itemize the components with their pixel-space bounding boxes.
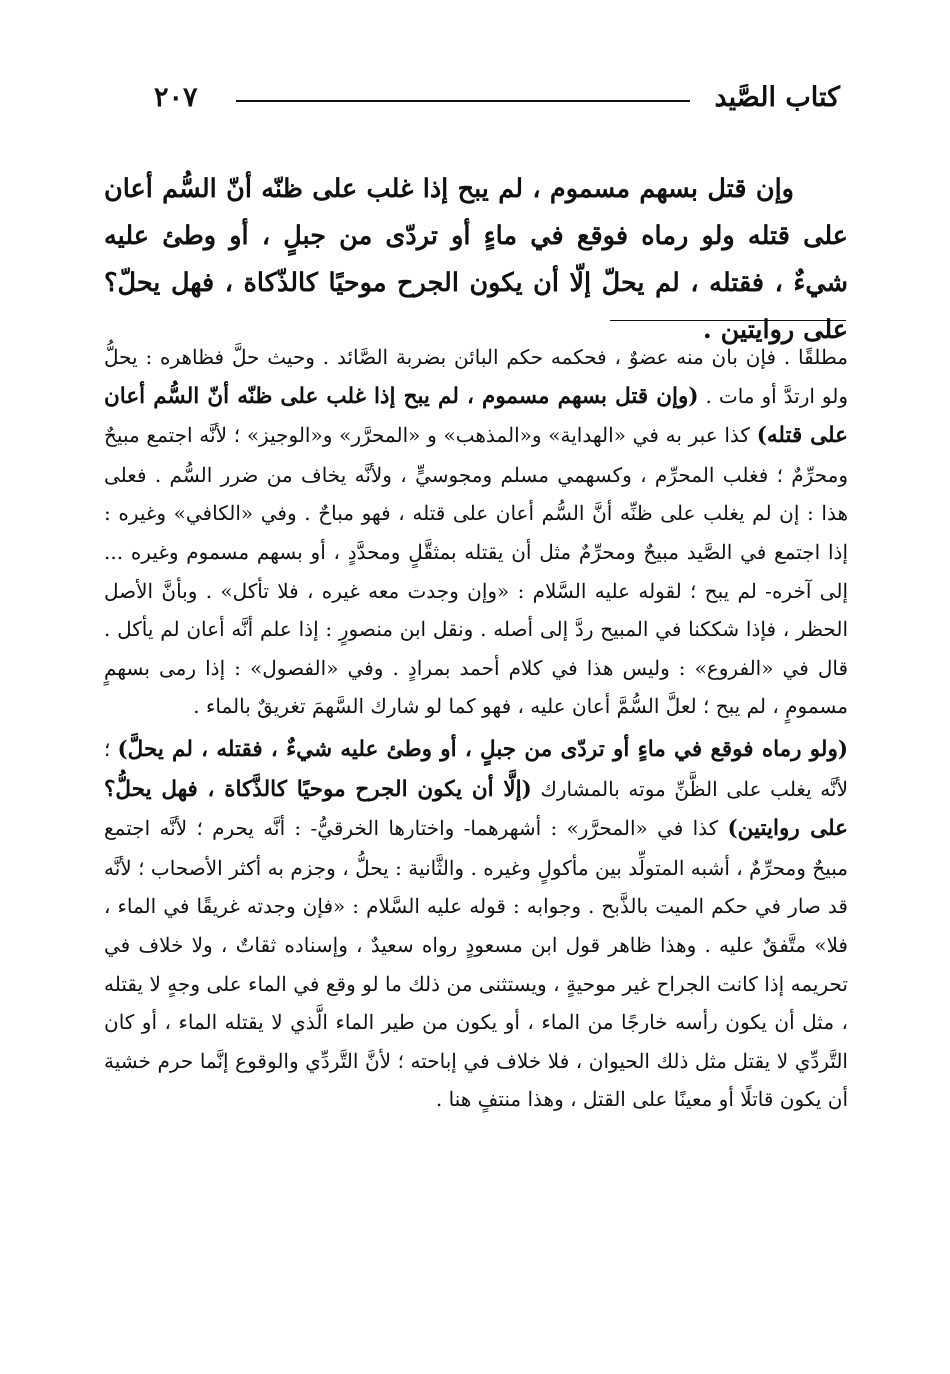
quoted-main-text: (إلَّا أن يكون الجرح موحيًا كالذَّكاة ، فهل يحلُّ؟ على روايتين) [104, 776, 848, 842]
commentary-text: كذا في «المحرَّر» : أشهرهما- واختارها الخرقيُّ- : أنَّه يحرم ؛ لأنَّه اجتمع مبيحٌ ومحرِّمٌ ، أشبه المتولِّد بين مأكولٍ وغيره . والثَّانية : يحلُّ ، وجزم به أكثر الأصحاب ؛ لأنَّه قد صار في حكم الميت بالذَّبح . وجوابه : قوله عليه السَّلام : «فإن وجدته غريقًا في الماء ، فلا» متَّفقٌ عليه . وهذا ظاهر قول ابن مسعودٍ رواه سعيدٌ ، وإسناده ثقاتٌ ، ولا خلاف في تحريمه إذا كانت الجراح غير موحيةٍ ، ويستثنى من ذلك ما لو وقع في الماء على وجهٍ لا يقتله ، مثل أن يكون رأسه خارجًا من الماء ، أو يكون من طير الماء الَّذي لا يقتله الماء ، أو كان التَّردِّي لا يقتل مثل ذلك الحيوان ، فلا خلاف في إباحته ؛ لأنَّ التَّردِّي والوقوع إنَّما حرم خشية أن يكون قاتلًا أو معينًا على القتل ، وهذا منتفٍ هنا . [104, 816, 848, 1112]
commentary-text: كذا عبر به في «الهداية» و«المذهب» و «المحرَّر» و«الوجيز» ؛ لأنَّه اجتمع مبيحٌ ومحرِّمٌ ؛ فغلب المحرِّم ، وكسهمي مسلم ومجوسيٍّ ، ولأنَّه يخاف من ضرر السُّم . فعلى هذا : إن لم يغلب على ظنِّه أنَّ السُّم أعان على قتله ، فهو مباحٌ . وفي «الكافي» وغيره : إذا اجتمع في الصَّيد مبيحٌ ومحرِّمٌ مثل أن يقتله بمثقَّلٍ ومحدَّدٍ ، أو بسهم مسموم وغيره ... إلى آخره- لم يبح ؛ لقوله عليه السَّلام : «وإن وجدت معه غيره ، فلا تأكل» . وبأنَّ الأصل الحظر ، فإذا شككنا في المبيح ردَّ إلى أصله . ونقل ابن منصورٍ : إذا علم أنَّه أعان لم يأكل . قال في «الفروع» : وليس هذا في كلام أحمد بمرادٍ . وفي «الفصول» : إذا رمى بسهمٍ مسمومٍ ، لم يبح ؛ لعلَّ السُّمَّ أعان عليه ، فهو كما لو شارك السَّهمَ تغريقٌ بالماء . [104, 423, 848, 719]
footnote-separator [610, 320, 846, 321]
page-header [140, 78, 840, 122]
book-title: كتاب الصَّيد [714, 82, 840, 113]
commentary-paragraph-1 [104, 338, 848, 726]
main-text [104, 166, 848, 354]
main-text-paragraph: وإن قتل بسهم مسموم ، لم يبح إذا غلب على ظنّه أنّ السُّم أعان على قتله ولو رماه فوقع في ماءٍ أو تردّى من جبلٍ ، أو وطئ عليه شيءٌ ، فقتله ، لم يحلّ إلّا أن يكون الجرح موحيًا كالذّكاة ، فهل يحلّ؟ على روايتين . [104, 174, 848, 345]
quoted-main-text: (ولو رماه فوقع في ماءٍ أو تردّى من جبلٍ ، أو وطئ عليه شيءٌ ، فقتله ، لم يحلَّ) [117, 736, 848, 762]
quoted-main-text: (وإن قتل بسهم مسموم ، لم يبح إذا غلب على ظنّه أنّ السُّم أعان على قتله) [104, 383, 848, 449]
commentary-paragraph-2 [104, 730, 848, 1119]
commentary-text: مطلقًا . فإن بان منه عضوٌ ، فحكمه حكم البائن بضربة الصَّائد . وحيث حلَّ فظاهره : يحلُّ ولو ارتدَّ أو مات . [104, 345, 849, 408]
commentary [104, 338, 848, 1123]
header-rule [236, 100, 690, 102]
page-number: ٢٠٧ [154, 82, 198, 113]
commentary-text: ؛ لأنَّه يغلب على الظَّنِّ موته بالمشارك [104, 736, 848, 801]
